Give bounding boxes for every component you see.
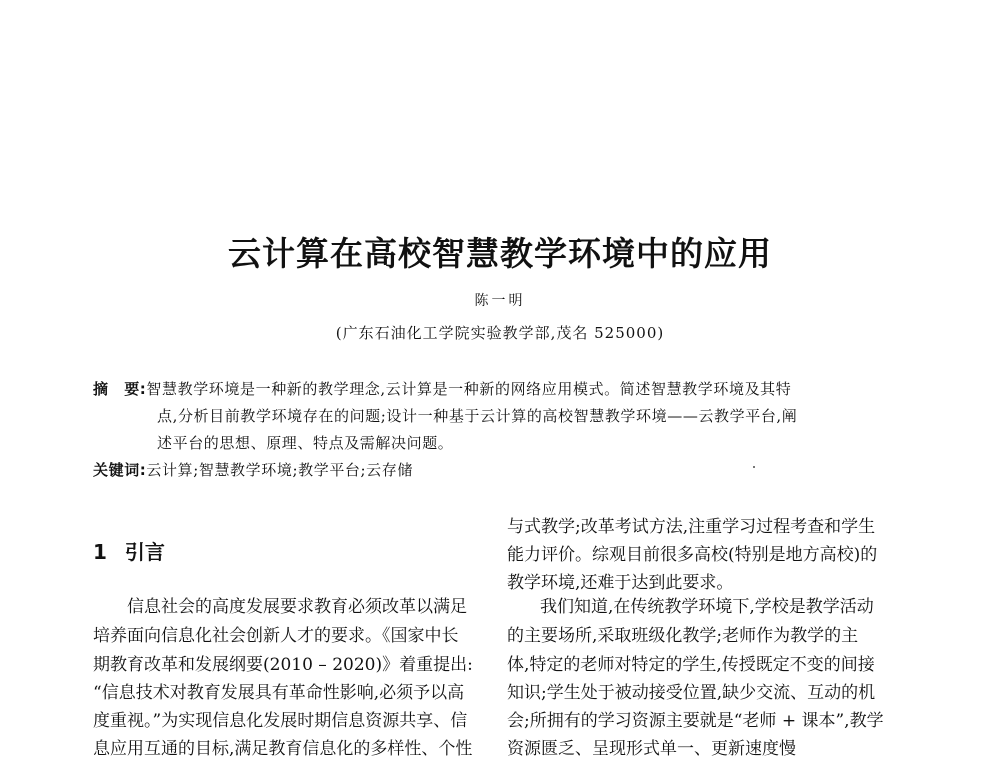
section-heading	[93, 536, 165, 565]
right-column-line: 体,特定的老师对特定的学生,传授既定不变的间接	[507, 655, 875, 675]
author-affiliation: (广东石油化工学院实验教学部,茂名 525000)	[335, 324, 665, 342]
right-column-line: 我们知道,在传统教学环境下,学校是教学活动	[540, 597, 874, 617]
right-column-line: 会;所拥有的学习资源主要就是“老师 + 课本”,教学	[507, 711, 884, 731]
scan-speck	[753, 466, 755, 468]
left-column-line: 期教育改革和发展纲要(2010 – 2020)》着重提出:	[93, 655, 473, 675]
right-column-line: 能力评价。综观目前很多高校(特别是地方高校)的	[507, 545, 878, 565]
abstract-line-2: 点,分析目前教学环境存在的问题;设计一种基于云计算的高校智慧教学环境——云教学平台,阐	[157, 407, 798, 425]
paper-title: 云计算在高校智慧教学环境中的应用	[228, 234, 772, 273]
left-column-line: 培养面向信息化社会创新人才的要求。《国家中长	[93, 626, 459, 646]
author-name: 陈一明	[474, 293, 526, 309]
left-column-line: 度重视。”为实现信息化发展时期信息资源共享、信	[93, 711, 468, 731]
keywords-text: 云计算;智慧教学环境;教学平台;云存储	[146, 461, 413, 479]
right-column-line: 的主要场所,采取班级化教学;老师作为教学的主	[507, 626, 859, 646]
right-column-line: 教学环境,还难于达到此要求。	[507, 573, 734, 593]
right-column-line: 资源匮乏、呈现形式单一、更新速度慢	[507, 739, 796, 759]
section-title: 引言	[124, 540, 165, 564]
keywords-label: 关键词:	[93, 461, 147, 479]
abstract-line-1	[93, 378, 791, 399]
left-column-line: “信息技术对教育发展具有革命性影响,必须予以高	[93, 683, 465, 703]
abstract-line-3: 述平台的思想、原理、特点及需解决问题。	[157, 434, 454, 452]
keywords-line	[93, 459, 413, 480]
abstract-label: 摘 要:	[93, 380, 147, 398]
right-column-line: 与式教学;改革考试方法,注重学习过程考查和学生	[507, 517, 876, 537]
left-column-line: 息应用互通的目标,满足教育信息化的多样性、个性	[93, 739, 473, 759]
left-column-line: 信息社会的高度发展要求教育必须改革以满足	[127, 597, 467, 617]
right-column-line: 知识;学生处于被动接受位置,缺少交流、互动的机	[507, 683, 876, 703]
abstract-text: 智慧教学环境是一种新的教学理念,云计算是一种新的网络应用模式。简述智慧教学环境及其特	[146, 380, 792, 398]
section-number: 1	[93, 540, 107, 564]
